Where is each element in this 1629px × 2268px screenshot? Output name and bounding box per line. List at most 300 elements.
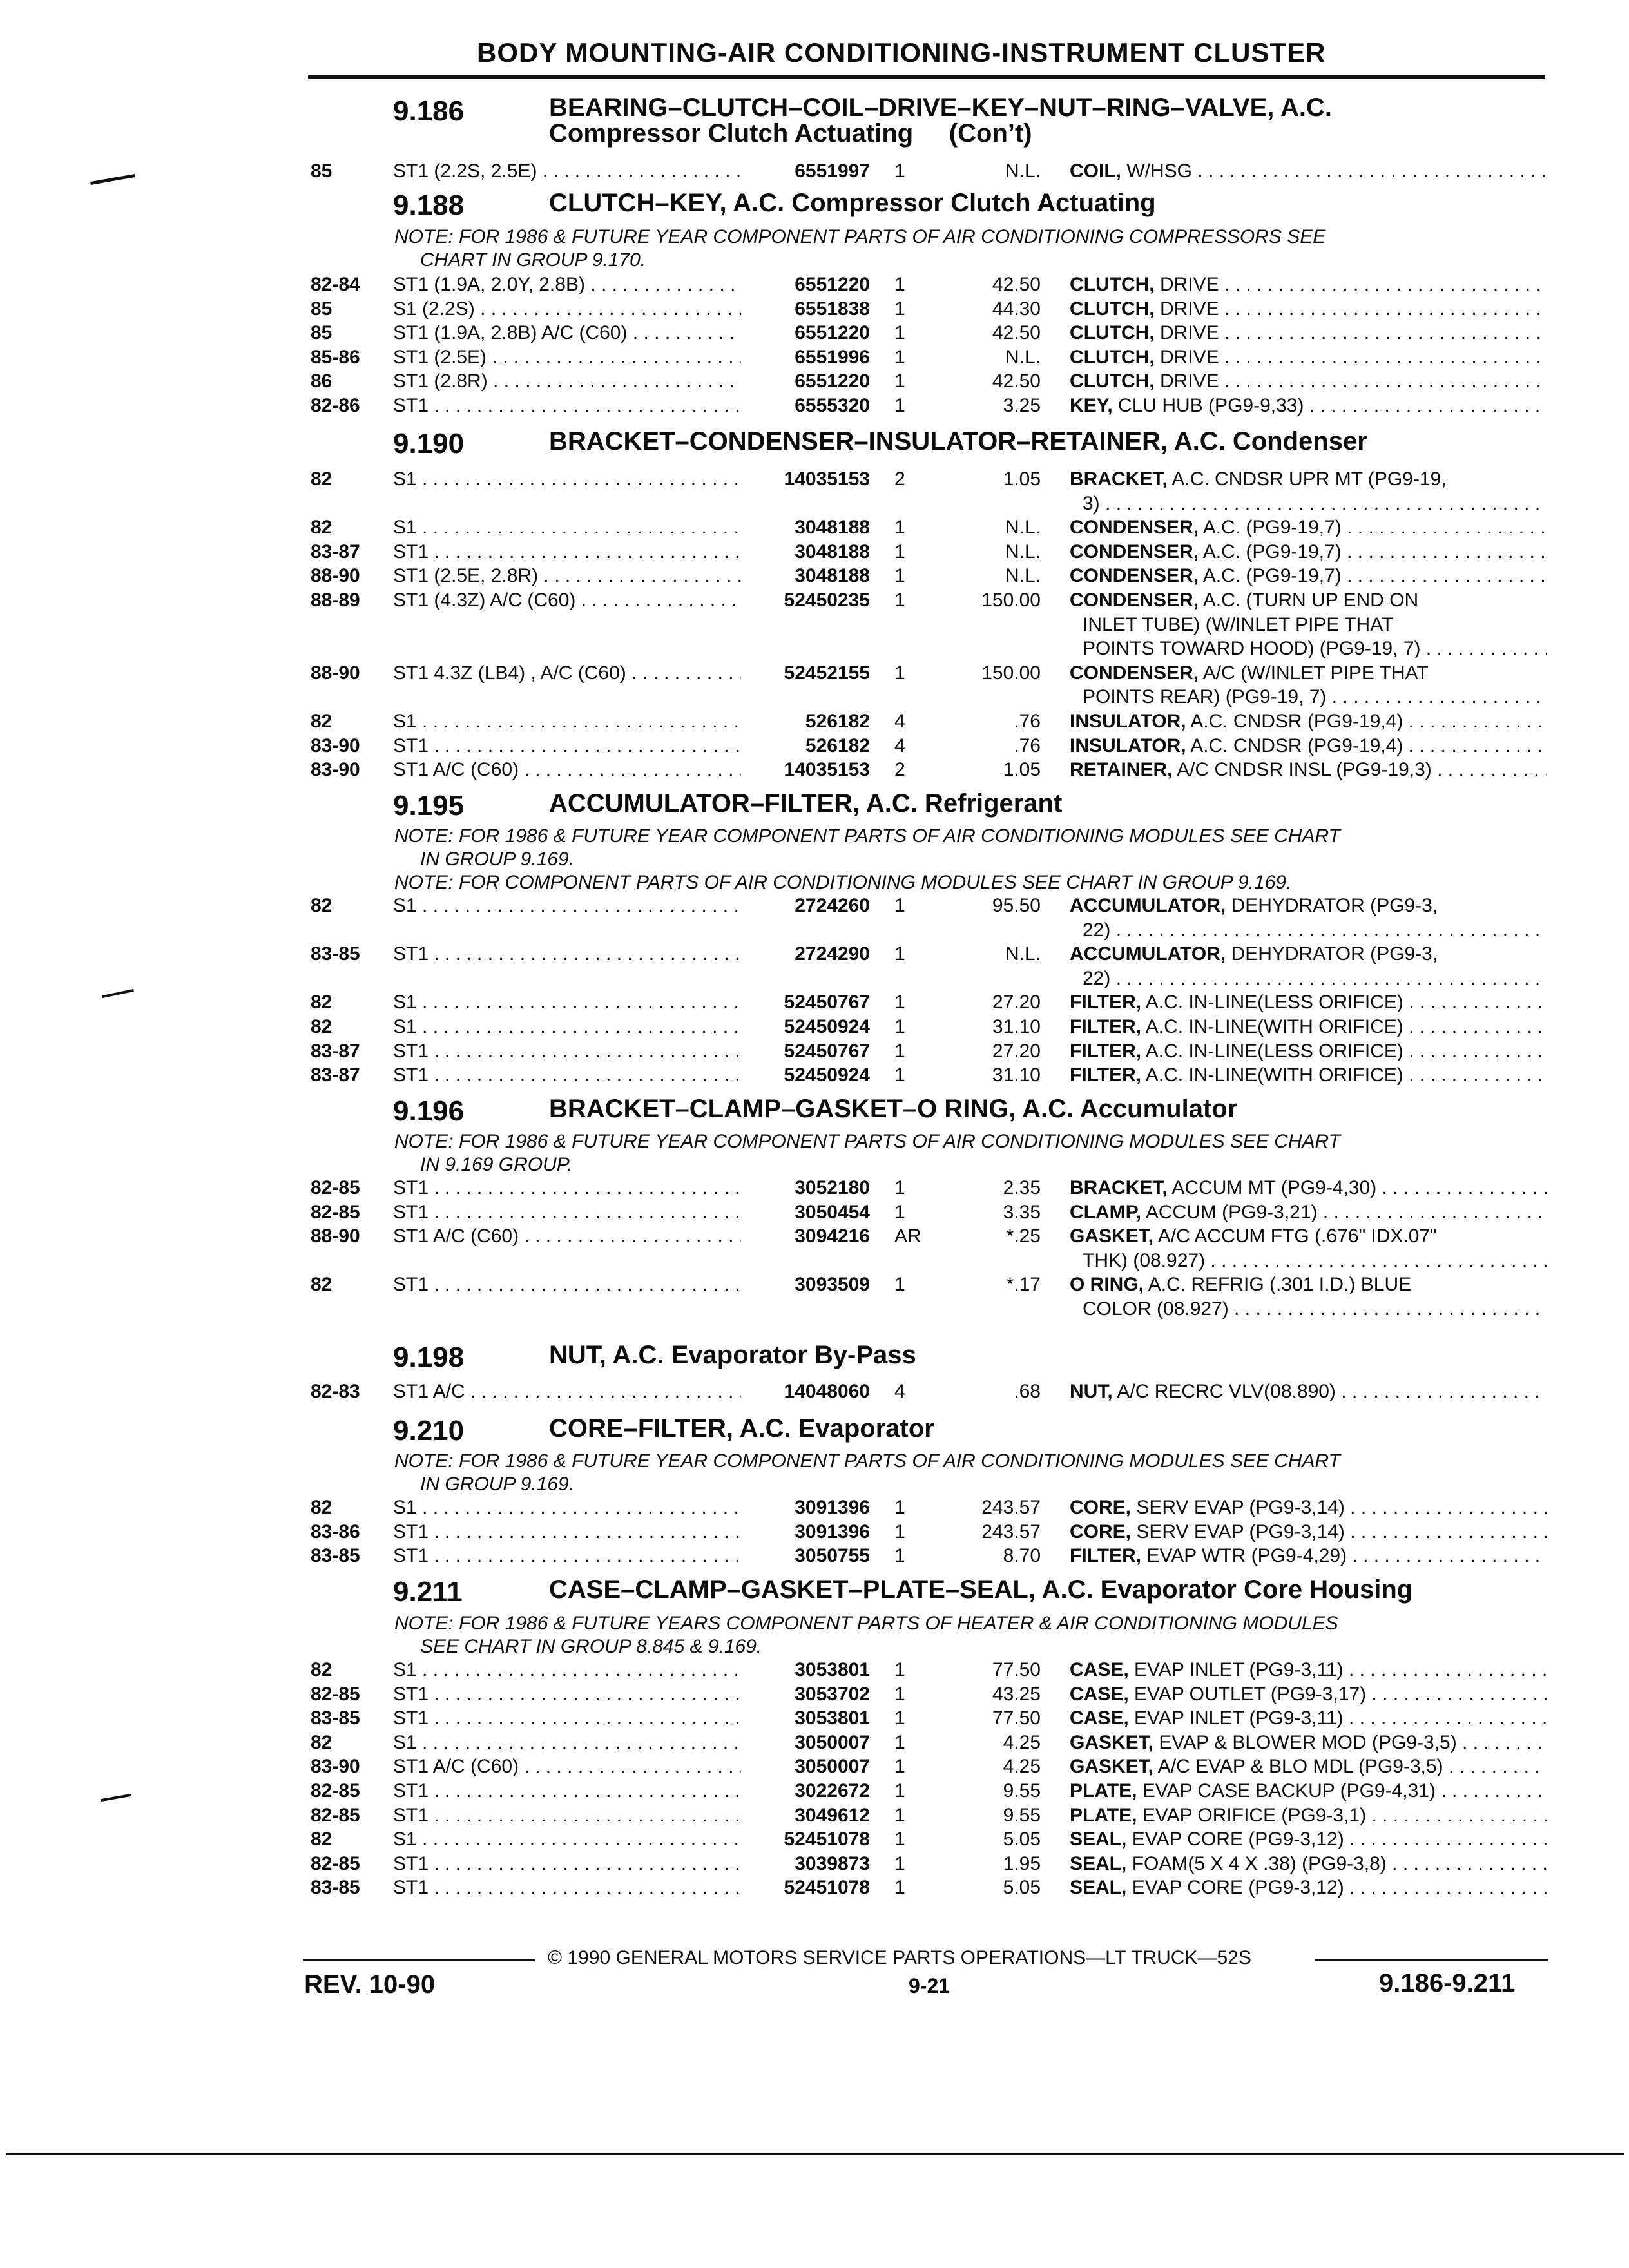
quantity: 4	[894, 711, 905, 732]
part-number: 6551838	[795, 298, 870, 320]
model-years: 85	[311, 160, 333, 182]
part-description	[1070, 758, 1547, 782]
section-title: CORE–FILTER, A.C. Evaporator	[549, 1414, 934, 1443]
part-description	[1070, 1780, 1547, 1803]
quantity: 1	[894, 1707, 905, 1729]
part-number: 14048060	[784, 1381, 870, 1402]
parts-row	[0, 1755, 1629, 1778]
quantity: 1	[894, 395, 905, 416]
quantity: 1	[894, 590, 905, 611]
price: *.25	[1006, 1225, 1041, 1247]
part-detail: DRIVE	[1160, 346, 1219, 368]
part-name: O RING,	[1070, 1274, 1144, 1296]
parts-row	[0, 1683, 1629, 1706]
price: N.L.	[1005, 943, 1041, 965]
part-name: RETAINER,	[1070, 759, 1173, 781]
part-name: CLUTCH,	[1070, 322, 1155, 344]
part-name: CASE,	[1070, 1659, 1129, 1680]
part-number: 2724260	[795, 895, 870, 916]
price: 3.25	[1003, 395, 1041, 416]
part-name: CLAMP,	[1070, 1201, 1142, 1223]
part-number: 52451078	[784, 1829, 870, 1850]
model-years: 82-83	[311, 1381, 360, 1402]
model-years: 82	[311, 468, 333, 490]
part-number: 2724290	[795, 943, 870, 965]
quantity: 1	[894, 274, 905, 295]
part-detail: A/C ACCUM FTG (.676" IDX.07"	[1157, 1225, 1437, 1247]
series-application: ST1 (1.9A, 2.8B) A/C (C60) . . .	[393, 322, 741, 345]
part-number: 6551996	[795, 346, 870, 368]
parts-row	[0, 298, 1629, 321]
price: 2.35	[1003, 1177, 1041, 1198]
quantity: 1	[894, 1659, 905, 1680]
part-description-continued: 22) . . .	[1083, 967, 1547, 990]
quantity: 1	[894, 565, 905, 587]
part-description	[1070, 1852, 1547, 1876]
series-application: ST1 (2.2S, 2.5E) . . .	[393, 160, 741, 183]
part-detail: A/C (W/INLET PIPE THAT	[1202, 662, 1429, 684]
part-number: 3048188	[795, 565, 870, 587]
part-description	[1070, 943, 1547, 966]
part-name: BRACKET,	[1070, 1177, 1168, 1198]
part-number: 3039873	[795, 1852, 870, 1874]
section-number: 9.195	[393, 790, 465, 822]
part-detail: DRIVE	[1160, 322, 1219, 344]
part-number: 3050007	[795, 1731, 870, 1753]
price: 9.55	[1003, 1780, 1041, 1802]
part-description	[1070, 298, 1547, 321]
part-detail: EVAP INLET (PG9-3,11)	[1134, 1707, 1344, 1729]
part-description	[1070, 1544, 1547, 1568]
model-years: 83-85	[311, 1877, 360, 1899]
part-number: 3049612	[795, 1804, 870, 1826]
price: .68	[1014, 1381, 1041, 1402]
part-description	[1070, 662, 1547, 685]
parts-row	[0, 370, 1629, 393]
part-detail: EVAP INLET (PG9-3,11)	[1134, 1659, 1344, 1680]
part-name: ACCUMULATOR,	[1070, 895, 1226, 916]
parts-row	[0, 894, 1629, 918]
model-years: 83-90	[311, 759, 360, 781]
quantity: 1	[894, 1852, 905, 1874]
part-name: CLUTCH,	[1070, 346, 1155, 368]
part-description	[1070, 894, 1547, 918]
part-name: SEAL,	[1070, 1852, 1127, 1874]
parts-row	[0, 322, 1629, 345]
model-years: 82	[311, 1274, 333, 1296]
part-detail: EVAP CORE (PG9-3,12)	[1132, 1829, 1344, 1850]
model-years: 83-85	[311, 1707, 360, 1729]
part-name: CORE,	[1070, 1521, 1132, 1542]
part-number: 6551220	[795, 274, 870, 295]
parts-row	[0, 346, 1629, 369]
parts-row	[0, 1521, 1629, 1544]
series-application: ST1 . . .	[393, 1804, 741, 1827]
section-number: 9.186	[393, 95, 465, 127]
part-number: 52450235	[784, 590, 870, 611]
series-application: ST1 . . .	[393, 1201, 741, 1224]
model-years: 82-85	[311, 1780, 360, 1802]
part-detail: A.C. IN-LINE(WITH ORIFICE)	[1145, 1064, 1403, 1086]
series-application: ST1 (4.3Z) A/C (C60) . . .	[393, 589, 741, 612]
price: *.17	[1006, 1274, 1041, 1296]
part-detail: A.C. CNDSR UPR MT (PG9-19,	[1171, 468, 1447, 490]
part-name: CLUTCH,	[1070, 370, 1155, 392]
part-detail: DRIVE	[1160, 298, 1219, 320]
quantity: 1	[894, 1040, 905, 1062]
part-detail: A.C. (PG9-19,7)	[1202, 565, 1342, 587]
part-number: 52450924	[784, 1016, 870, 1037]
price: N.L.	[1005, 565, 1041, 587]
section-title: CLUTCH–KEY, A.C. Compressor Clutch Actuating	[549, 189, 1156, 217]
part-number: 6551220	[795, 322, 870, 344]
section-note: NOTE: FOR 1986 & FUTURE YEARS COMPONENT PARTS OF HEATER & AIR CONDITIONING MODULES	[394, 1613, 1338, 1634]
parts-row	[0, 1380, 1629, 1403]
quantity: 4	[894, 735, 905, 756]
part-number: 3091396	[795, 1497, 870, 1518]
parts-row	[0, 1852, 1629, 1876]
section-number: 9.190	[393, 428, 465, 459]
price: 150.00	[981, 662, 1041, 684]
model-years: 88-90	[311, 662, 360, 684]
quantity: 1	[894, 1804, 905, 1826]
quantity: 1	[894, 1829, 905, 1850]
parts-row	[0, 1273, 1629, 1296]
quantity: 4	[894, 1381, 905, 1402]
part-detail: CLU HUB (PG9-9,33)	[1118, 395, 1304, 416]
part-number: 3048188	[795, 517, 870, 539]
quantity: 1	[894, 1877, 905, 1899]
quantity: 1	[894, 662, 905, 684]
section-number: 9.211	[393, 1576, 463, 1608]
parts-row	[0, 1544, 1629, 1568]
price: 1.95	[1003, 1852, 1041, 1874]
model-years: 82	[311, 1016, 333, 1037]
part-description	[1070, 370, 1547, 393]
parts-row	[0, 991, 1629, 1014]
series-application: S1 . . .	[393, 516, 741, 539]
part-name: CASE,	[1070, 1683, 1129, 1705]
series-application: ST1 . . .	[393, 1852, 741, 1876]
part-description	[1070, 1496, 1547, 1519]
price: 31.10	[992, 1016, 1041, 1037]
series-application: ST1 (2.5E) . . .	[393, 346, 741, 369]
price: 243.57	[981, 1497, 1041, 1518]
part-detail: ACCUM MT (PG9-4,30)	[1171, 1177, 1377, 1198]
model-years: 82-86	[311, 395, 360, 416]
series-application: ST1 A/C (C60) . . .	[393, 1225, 741, 1248]
part-description-continued: 22) . . .	[1083, 919, 1547, 942]
section-title: NUT, A.C. Evaporator By-Pass	[549, 1341, 916, 1369]
part-description	[1070, 1015, 1547, 1039]
part-number: 52450767	[784, 992, 870, 1014]
quantity: 1	[894, 1683, 905, 1705]
part-detail: A.C. CNDSR (PG9-19,4)	[1190, 711, 1403, 732]
part-description-continued: THK) (08.927) . . .	[1083, 1249, 1547, 1273]
part-number: 6551220	[795, 370, 870, 392]
part-name: CONDENSER,	[1070, 590, 1199, 611]
part-description	[1070, 1731, 1547, 1754]
series-application: ST1 . . .	[393, 1273, 741, 1296]
part-description	[1070, 160, 1547, 183]
part-detail: A.C. REFRIG (.301 I.D.) BLUE	[1148, 1274, 1412, 1296]
part-detail: A/C EVAP & BLO MDL (PG9-3,5)	[1157, 1756, 1443, 1778]
part-number: 6551997	[795, 160, 870, 182]
price: 42.50	[992, 370, 1041, 392]
page-title: BODY MOUNTING-AIR CONDITIONING-INSTRUMENT CLUSTER	[477, 37, 1326, 68]
series-application: ST1 . . .	[393, 943, 741, 966]
part-description	[1070, 394, 1547, 418]
part-detail: DEHYDRATOR (PG9-3,	[1231, 943, 1438, 965]
quantity: 1	[894, 1274, 905, 1296]
section-title: CASE–CLAMP–GASKET–PLATE–SEAL, A.C. Evaporator Core Housing	[549, 1575, 1413, 1604]
model-years: 86	[311, 370, 333, 392]
part-number: 526182	[805, 711, 870, 732]
part-number: 526182	[805, 735, 870, 756]
part-description	[1070, 468, 1547, 491]
series-application: S1 (2.2S) . . .	[393, 298, 741, 321]
model-years: 82	[311, 1731, 333, 1753]
price: 42.50	[992, 274, 1041, 295]
price: 5.05	[1003, 1829, 1041, 1850]
section-number: 9.198	[393, 1341, 465, 1373]
part-number: 3091396	[795, 1521, 870, 1542]
quantity: 1	[894, 1521, 905, 1542]
footer-page-number: 9-21	[909, 1974, 950, 1997]
model-years: 82-85	[311, 1852, 360, 1874]
parts-row	[0, 1828, 1629, 1851]
parts-row	[0, 710, 1629, 733]
series-application: ST1 . . .	[393, 1780, 741, 1803]
part-description	[1070, 1380, 1547, 1403]
model-years: 82	[311, 517, 333, 539]
part-number: 6555320	[795, 395, 870, 416]
part-name: PLATE,	[1070, 1780, 1137, 1802]
section-note-2: NOTE: FOR COMPONENT PARTS OF AIR CONDITIONING MODULES SEE CHART IN GROUP 9.169.	[394, 872, 1292, 893]
quantity: 1	[894, 322, 905, 344]
parts-row	[0, 589, 1629, 612]
part-name: PLATE,	[1070, 1804, 1137, 1826]
part-number: 3094216	[795, 1225, 870, 1247]
series-application: S1 . . .	[393, 1731, 741, 1754]
part-name: KEY,	[1070, 395, 1113, 416]
part-description	[1070, 1683, 1547, 1706]
series-application: ST1 A/C . . .	[393, 1380, 741, 1403]
part-detail: EVAP WTR (PG9-4,29)	[1146, 1545, 1347, 1567]
price: 27.20	[992, 992, 1041, 1014]
quantity: 1	[894, 895, 905, 916]
part-name: FILTER,	[1070, 1040, 1142, 1062]
part-description	[1070, 346, 1547, 369]
quantity: 2	[894, 468, 905, 490]
part-number: 52452155	[784, 662, 870, 684]
part-detail: SERV EVAP (PG9-3,14)	[1136, 1521, 1345, 1542]
part-detail: EVAP CORE (PG9-3,12)	[1132, 1877, 1344, 1899]
quantity: 2	[894, 759, 905, 781]
parts-row	[0, 1015, 1629, 1039]
model-years: 83-87	[311, 1064, 360, 1086]
part-description	[1070, 1876, 1547, 1899]
section-note-continued: IN 9.169 GROUP.	[420, 1154, 573, 1175]
series-application: S1 . . .	[393, 468, 741, 491]
part-name: CONDENSER,	[1070, 565, 1199, 587]
part-name: BRACKET,	[1070, 468, 1168, 490]
section-title: ACCUMULATOR–FILTER, A.C. Refrigerant	[549, 789, 1063, 818]
part-detail: A.C. IN-LINE(LESS ORIFICE)	[1145, 992, 1403, 1014]
model-years: 82-85	[311, 1683, 360, 1705]
part-description	[1070, 1804, 1547, 1827]
part-number: 14035153	[784, 468, 870, 490]
parts-row	[0, 160, 1629, 183]
parts-row	[0, 516, 1629, 539]
part-name: COIL,	[1070, 160, 1121, 182]
series-application: ST1 . . .	[393, 1876, 741, 1899]
part-description	[1070, 735, 1547, 758]
part-number: 3053801	[795, 1659, 870, 1680]
parts-row	[0, 1040, 1629, 1063]
parts-row	[0, 662, 1629, 685]
quantity: 1	[894, 1545, 905, 1567]
parts-row	[0, 394, 1629, 418]
part-number: 3048188	[795, 541, 870, 562]
part-number: 3052180	[795, 1177, 870, 1198]
part-name: INSULATOR,	[1070, 735, 1186, 756]
series-application: ST1 A/C (C60) . . .	[393, 758, 741, 782]
quantity: 1	[894, 1731, 905, 1753]
price: 77.50	[992, 1659, 1041, 1680]
section-subtitle: Compressor Clutch Actuating (Con’t)	[549, 119, 1032, 148]
part-description	[1070, 1064, 1547, 1087]
parts-row	[0, 1804, 1629, 1827]
section-note: NOTE: FOR 1986 & FUTURE YEAR COMPONENT PARTS OF AIR CONDITIONING MODULES SEE CHART	[394, 1450, 1341, 1472]
part-detail: DRIVE	[1160, 370, 1219, 392]
model-years: 88-90	[311, 565, 360, 587]
parts-row	[0, 758, 1629, 782]
section-note-continued: IN GROUP 9.169.	[420, 849, 574, 870]
part-detail: A/C RECRC VLV(08.890)	[1117, 1381, 1336, 1402]
part-detail: FOAM(5 X 4 X .38) (PG9-3,8)	[1132, 1852, 1387, 1874]
model-years: 83-85	[311, 943, 360, 965]
part-name: GASKET,	[1070, 1731, 1154, 1753]
part-detail: A.C. (PG9-19,7)	[1202, 541, 1342, 562]
price: N.L.	[1005, 346, 1041, 368]
part-name: CONDENSER,	[1070, 662, 1199, 684]
section-note: NOTE: FOR 1986 & FUTURE YEAR COMPONENT PARTS OF AIR CONDITIONING COMPRESSORS SEE	[394, 226, 1326, 247]
part-description	[1070, 1658, 1547, 1682]
footer-group-range: 9.186-9.211	[1379, 1969, 1516, 1997]
series-application: ST1 (2.8R) . . .	[393, 370, 741, 393]
series-application: ST1 . . .	[393, 1707, 741, 1730]
quantity: 1	[894, 346, 905, 368]
quantity: 1	[894, 1201, 905, 1223]
model-years: 83-85	[311, 1545, 360, 1567]
part-name: FILTER,	[1070, 1016, 1142, 1037]
quantity: 1	[894, 160, 905, 182]
quantity: 1	[894, 1016, 905, 1037]
price: 243.57	[981, 1521, 1041, 1542]
section-note-continued: IN GROUP 9.169.	[420, 1474, 574, 1495]
part-description	[1070, 516, 1547, 539]
model-years: 82	[311, 1829, 333, 1850]
series-application: S1 . . .	[393, 991, 741, 1014]
part-description	[1070, 1707, 1547, 1730]
part-detail: ACCUM (PG9-3,21)	[1145, 1201, 1318, 1223]
parts-row	[0, 564, 1629, 588]
model-years: 85-86	[311, 346, 360, 368]
parts-row	[0, 1876, 1629, 1899]
price: 150.00	[981, 590, 1041, 611]
model-years: 82	[311, 711, 333, 732]
model-years: 82-85	[311, 1804, 360, 1826]
series-application: ST1 . . .	[393, 394, 741, 418]
section-note-continued: SEE CHART IN GROUP 8.845 & 9.169.	[420, 1636, 762, 1657]
part-description	[1070, 589, 1547, 612]
price: 27.20	[992, 1040, 1041, 1062]
section-number: 9.188	[393, 189, 465, 221]
part-name: FILTER,	[1070, 1545, 1142, 1567]
part-description	[1070, 1521, 1547, 1544]
model-years: 88-90	[311, 1225, 360, 1247]
section-note: NOTE: FOR 1986 & FUTURE YEAR COMPONENT PARTS OF AIR CONDITIONING MODULES SEE CHART	[394, 825, 1341, 847]
series-application: ST1 A/C (C60) . . .	[393, 1755, 741, 1778]
part-name: CONDENSER,	[1070, 541, 1199, 562]
section-title: BRACKET–CONDENSER–INSULATOR–RETAINER, A.C. Condenser	[549, 427, 1367, 456]
part-description-continued: INLET TUBE) (W/INLET PIPE THAT	[1083, 613, 1394, 635]
series-application: S1 . . .	[393, 1658, 741, 1682]
price: .76	[1014, 711, 1041, 732]
parts-row	[0, 468, 1629, 491]
quantity: 1	[894, 1064, 905, 1086]
part-detail: W/HSG	[1126, 160, 1193, 182]
part-detail: EVAP & BLOWER MOD (PG9-3,5)	[1159, 1731, 1457, 1753]
part-detail: EVAP CASE BACKUP (PG9-4,31)	[1142, 1780, 1436, 1802]
parts-row	[0, 1064, 1629, 1087]
price: 1.05	[1003, 759, 1041, 781]
part-description	[1070, 541, 1547, 564]
section-title: BRACKET–CLAMP–GASKET–O RING, A.C. Accumulator	[549, 1095, 1238, 1123]
part-detail: A.C. (PG9-19,7)	[1202, 517, 1342, 539]
model-years: 83-90	[311, 735, 360, 756]
part-description	[1070, 1225, 1547, 1248]
series-application: S1 . . .	[393, 894, 741, 918]
price: N.L.	[1005, 517, 1041, 539]
part-description	[1070, 1040, 1547, 1063]
part-number: 3022672	[795, 1780, 870, 1802]
part-number: 52451078	[784, 1877, 870, 1899]
model-years: 88-89	[311, 590, 360, 611]
model-years: 83-86	[311, 1521, 360, 1542]
price: .76	[1014, 735, 1041, 756]
price: 4.25	[1003, 1756, 1041, 1778]
series-application: ST1 . . .	[393, 1544, 741, 1568]
series-application: ST1 . . .	[393, 1064, 741, 1087]
part-number: 3050454	[795, 1201, 870, 1223]
parts-row	[0, 1496, 1629, 1519]
part-name: SEAL,	[1070, 1877, 1127, 1899]
part-number: 52450767	[784, 1040, 870, 1062]
series-application: ST1 . . .	[393, 541, 741, 564]
model-years: 82	[311, 992, 333, 1014]
series-application: ST1 (1.9A, 2.0Y, 2.8B) . . .	[393, 273, 741, 296]
model-years: 82	[311, 1659, 333, 1680]
header-rule	[308, 75, 1545, 79]
price: 5.05	[1003, 1877, 1041, 1899]
quantity: 1	[894, 370, 905, 392]
part-number: 3093509	[795, 1274, 870, 1296]
parts-row	[0, 1201, 1629, 1224]
part-description-continued: 3) . . .	[1083, 492, 1547, 515]
series-application: S1 . . .	[393, 1828, 741, 1851]
